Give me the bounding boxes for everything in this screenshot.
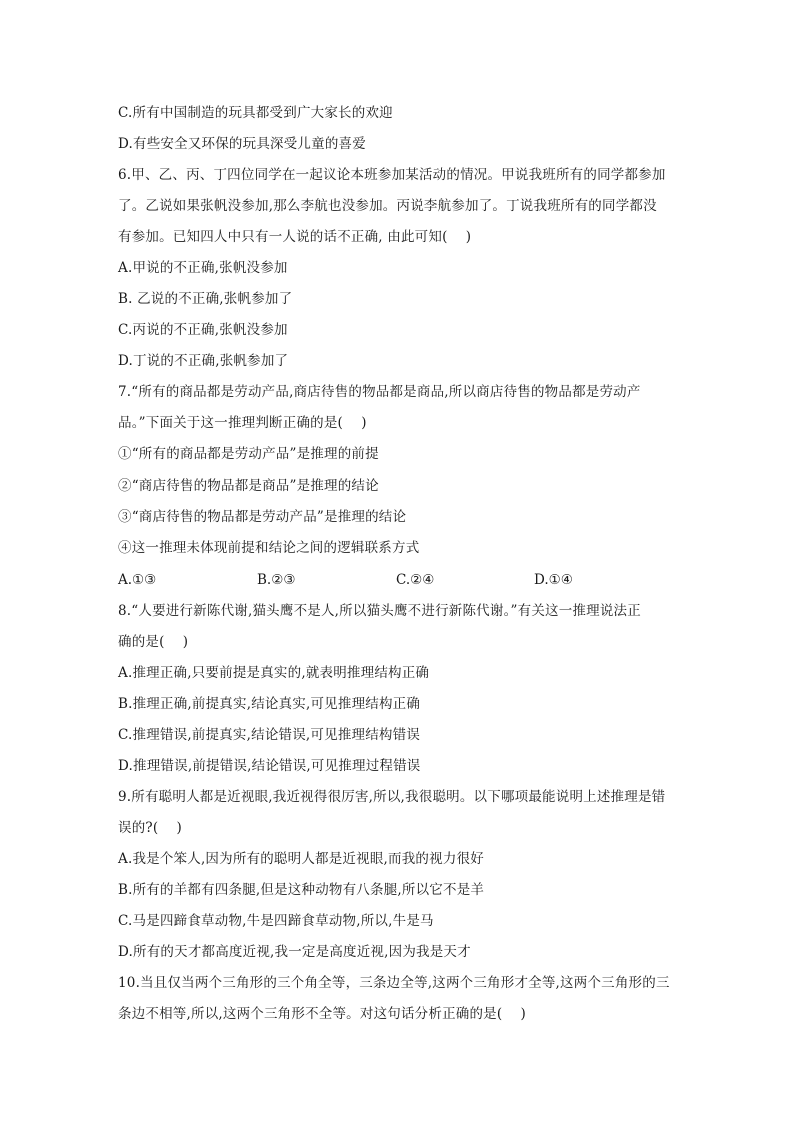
q8-option-d: D.推理错误,前提错误,结论错误,可见推理过程错误	[118, 758, 421, 774]
q8-option-b: B.推理正确,前提真实,结论真实,可见推理结构正确	[118, 696, 421, 712]
q6-option-c: C.丙说的不正确,张帆没参加	[118, 322, 288, 338]
q7-stem-line-2: 品。”下面关于这一推理判断正确的是( )	[118, 415, 367, 431]
q6-option-a: A.甲说的不正确,张帆没参加	[118, 260, 288, 276]
q8-option-c: C.推理错误,前提真实,结论错误,可见推理结构错误	[118, 727, 421, 743]
q7-stem-line-1: 7.“所有的商品都是劳动产品,商店待售的物品都是商品,所以商店待售的物品都是劳动产	[118, 384, 641, 400]
q9-option-d: D.所有的天才都高度近视,我一定是高度近视,因为我是天才	[118, 944, 471, 960]
q9-option-b: B.所有的羊都有四条腿,但是这种动物有八条腿,所以它不是羊	[118, 882, 485, 898]
q7-options	[118, 570, 678, 590]
q8-option-a: A.推理正确,只要前提是真实的,就表明推理结构正确	[118, 665, 430, 681]
q5-option-d: D.有些安全又环保的玩具深受儿童的喜爱	[118, 136, 366, 152]
q9-stem-line-1: 9.所有聪明人都是近视眼,我近视得很厉害,所以,我很聪明。以下哪项最能说明上述推理是错	[118, 789, 666, 805]
q9-stem-line-2: 误的?( )	[118, 820, 182, 836]
q10-stem-line-2: 条边不相等,所以,这两个三角形不全等。对这句话分析正确的是( )	[118, 1006, 527, 1022]
q10-stem-line-1: 10.当且仅当两个三角形的三个角全等，三条边全等,这两个三角形才全等,这两个三角形的三	[118, 975, 670, 991]
q9-option-a: A.我是个笨人,因为所有的聪明人都是近视眼,而我的视力很好	[118, 851, 484, 867]
q8-stem-line-1: 8.“人要进行新陈代谢,猫头鹰不是人,所以猫头鹰不进行新陈代谢。”有关这一推理说法正	[118, 603, 641, 619]
q5-option-c: C.所有中国制造的玩具都受到广大家长的欢迎	[118, 105, 393, 121]
q9-option-c: C.马是四蹄食草动物,牛是四蹄食草动物,所以,牛是马	[118, 913, 434, 929]
q7-statement-1: ①“所有的商品都是劳动产品”是推理的前提	[118, 446, 379, 462]
q6-option-b: B. 乙说的不正确,张帆参加了	[118, 291, 293, 307]
q7-statement-3: ③“商店待售的物品都是劳动产品”是推理的结论	[118, 509, 407, 525]
q7-option-a: A.①③	[118, 572, 157, 588]
q6-stem-line-3: 有参加。已知四人中只有一人说的话不正确, 由此可知( )	[118, 229, 472, 245]
q7-statement-4: ④这一推理未体现前提和结论之间的逻辑联系方式	[118, 540, 420, 556]
q6-stem-line-2: 了。乙说如果张帆没参加,那么李航也没参加。丙说李航参加了。丁说我班所有的同学都没	[118, 198, 657, 214]
q6-stem-line-1: 6.甲、乙、丙、丁四位同学在一起议论本班参加某活动的情况。甲说我班所有的同学都参加	[118, 167, 666, 183]
q8-stem-line-2: 确的是( )	[118, 634, 189, 650]
q7-option-b: B.②③	[257, 572, 296, 588]
q7-statement-2: ②“商店待售的物品都是商品”是推理的结论	[118, 478, 379, 494]
q7-option-d: D.①④	[534, 572, 573, 588]
q7-option-c: C.②④	[396, 572, 435, 588]
q6-option-d: D.丁说的不正确,张帆参加了	[118, 353, 289, 369]
